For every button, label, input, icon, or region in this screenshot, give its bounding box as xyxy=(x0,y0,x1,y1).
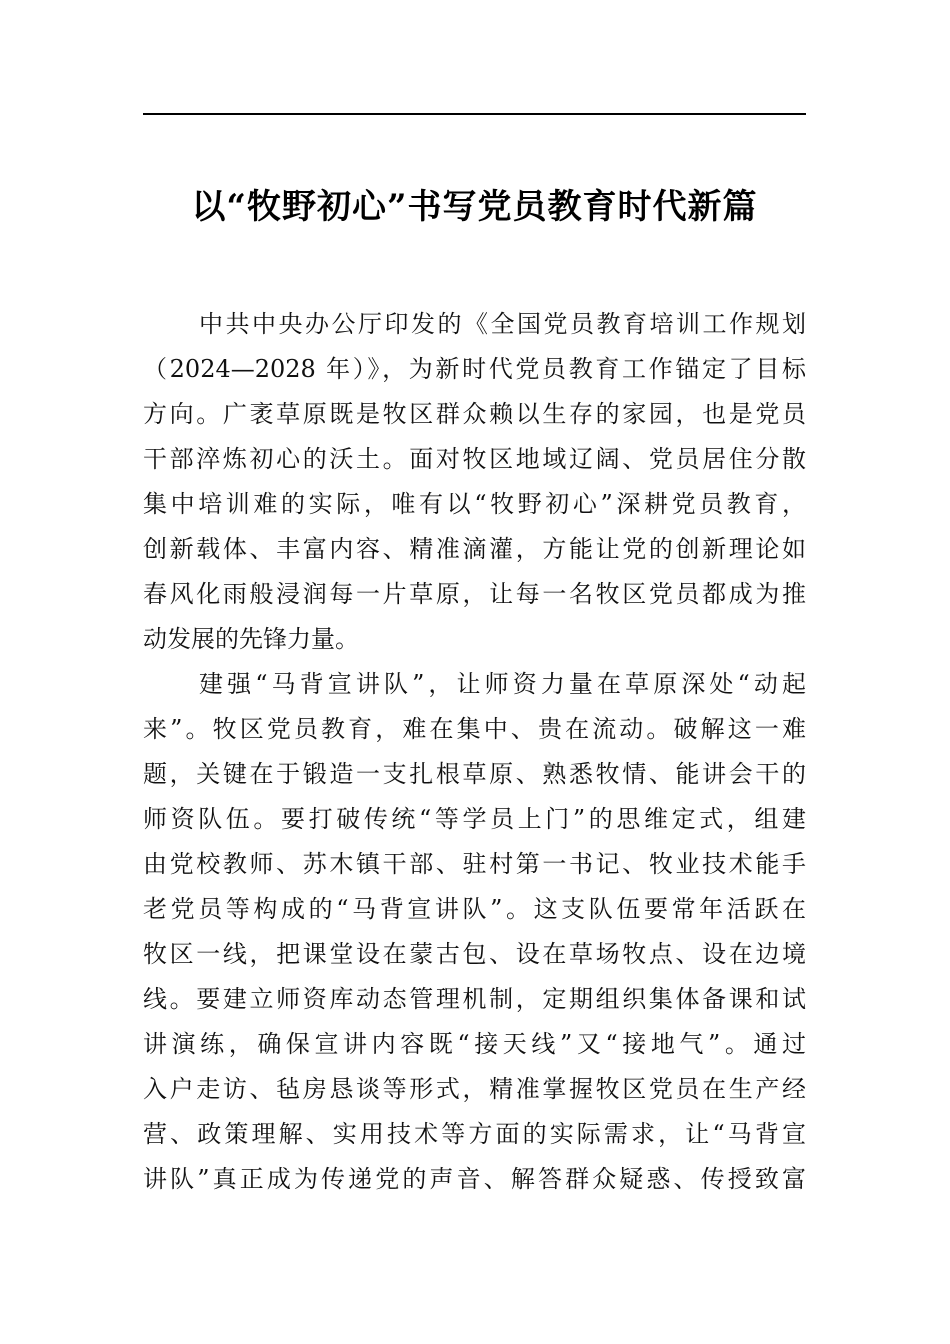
text-line: 营、政策理解、实用技术等方面的实际需求，让“马背宣 xyxy=(143,1120,806,1148)
text-line: 由党校教师、苏木镇干部、驻村第一书记、牧业技术能手 xyxy=(143,850,806,878)
text-line: 线。要建立师资库动态管理机制，定期组织集体备课和试 xyxy=(143,985,806,1013)
paragraph-2 xyxy=(143,662,806,1202)
text-line: 动发展的先锋力量。 xyxy=(143,625,359,653)
text-line: 春风化雨般浸润每一片草原，让每一名牧区党员都成为推 xyxy=(143,580,806,608)
text-line: 集中培训难的实际，唯有以“牧野初心”深耕党员教育， xyxy=(143,490,806,518)
text-line: 师资队伍。要打破传统“等学员上门”的思维定式，组建 xyxy=(143,805,806,833)
document-body xyxy=(143,302,806,1202)
paragraph-1 xyxy=(143,302,806,662)
text-line: 来”。牧区党员教育，难在集中、贵在流动。破解这一难 xyxy=(143,715,806,743)
header-rule xyxy=(143,113,806,115)
text-line: 干部淬炼初心的沃土。面对牧区地域辽阔、党员居住分散 xyxy=(143,445,806,473)
text-line: 方向。广袤草原既是牧区群众赖以生存的家园，也是党员 xyxy=(143,400,806,428)
text-line: 创新载体、丰富内容、精准滴灌，方能让党的创新理论如 xyxy=(143,535,806,563)
text-line: 建强“马背宣讲队”，让师资力量在草原深处“动起 xyxy=(199,670,806,698)
text-line: 入户走访、毡房恳谈等形式，精准掌握牧区党员在生产经 xyxy=(143,1075,806,1103)
text-line: 中共中央办公厅印发的《全国党员教育培训工作规划 xyxy=(199,310,806,338)
text-line: 讲队”真正成为传递党的声音、解答群众疑惑、传授致富 xyxy=(143,1165,806,1193)
text-line: 讲演练，确保宣讲内容既“接天线”又“接地气”。通过 xyxy=(143,1030,806,1058)
text-line: （2024—2028 年）》，为新时代党员教育工作锚定了目标 xyxy=(143,355,806,383)
text-line: 题，关键在于锻造一支扎根草原、熟悉牧情、能讲会干的 xyxy=(143,760,806,788)
text-line: 老党员等构成的“马背宣讲队”。这支队伍要常年活跃在 xyxy=(143,895,806,923)
text-line: 牧区一线，把课堂设在蒙古包、设在草场牧点、设在边境 xyxy=(143,940,806,968)
document-title: 以“牧野初心”书写党员教育时代新篇 xyxy=(191,186,758,227)
